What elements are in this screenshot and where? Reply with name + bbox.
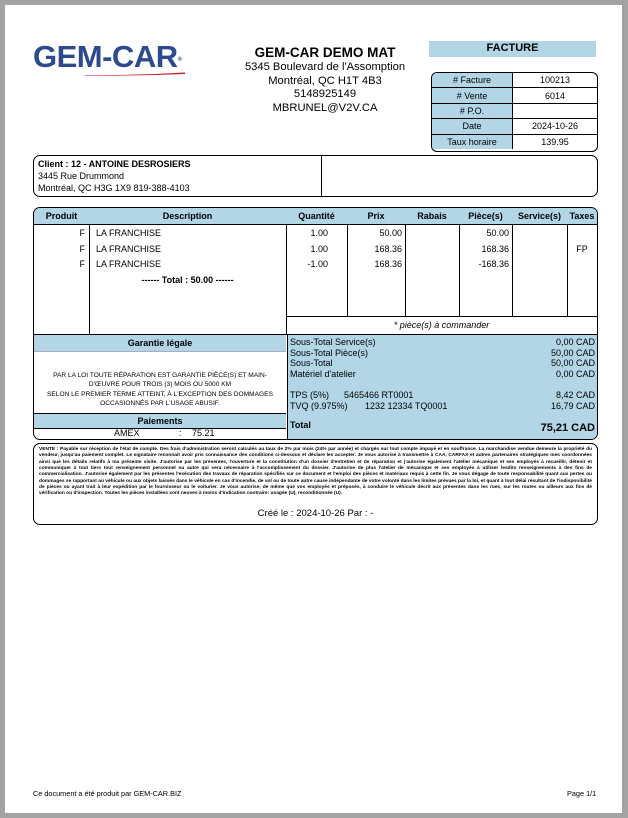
- header-quantite: Quantité: [298, 211, 335, 221]
- logo-swoosh-icon: [85, 72, 185, 76]
- client-address: 3445 Rue Drummond: [38, 171, 125, 181]
- cell-description: LA FRANCHISE: [96, 259, 162, 269]
- header-produit: Produit: [45, 211, 78, 221]
- materiel-atelier-row: [290, 369, 595, 380]
- total-value: 50,00 CAD: [550, 348, 595, 358]
- total-value: 0,00 CAD: [555, 369, 595, 379]
- cell-taxes: [567, 226, 597, 242]
- tps-row: [290, 390, 595, 401]
- info-label: Taux horaire: [432, 134, 513, 149]
- garantie-line: OCCASIONNÉS PAR L'USAGE ABUSIF.: [100, 400, 220, 408]
- tax-label: TPS (5%): [290, 390, 330, 400]
- total-value: 0,00 CAD: [555, 337, 595, 347]
- garantie-heading: Garantie légale: [34, 335, 286, 352]
- legal-terms-box: [33, 443, 598, 525]
- group-total: ------ Total : 50.00 ------: [141, 275, 234, 285]
- cell-services: [512, 257, 564, 273]
- info-label: # Facture: [432, 73, 513, 88]
- tvq-row: [290, 401, 595, 412]
- note-text: * pièce(s) à commander: [393, 320, 490, 330]
- payment-method: AMEX: [114, 428, 140, 438]
- cell-pieces: -168.36: [478, 259, 509, 269]
- cell-produit: F: [79, 259, 85, 269]
- cell-services: [512, 242, 564, 258]
- garantie-line: PAR LA LOI TOUTE RÉPARATION EST GARANTIE PIÈCE(S) ET MAIN-: [53, 372, 267, 379]
- info-row-date: [432, 119, 597, 134]
- tax-value: 16,79 CAD: [550, 401, 595, 411]
- company-phone: 5148925149: [293, 88, 357, 100]
- created-info: Créé le : 2024-10-26 Par : -: [257, 508, 374, 519]
- info-label: Date: [432, 119, 513, 134]
- tax-number: 1232 12334 TQ0001: [365, 401, 448, 411]
- cell-services: [512, 226, 564, 242]
- client-city-phone: Montréal, QC H3G 1X9 819-388-4103: [38, 183, 190, 193]
- page-number: Page 1/1: [567, 789, 597, 798]
- company-name: GEM-CAR DEMO MAT: [254, 45, 396, 60]
- subtotal-row: [290, 358, 595, 369]
- info-row-facture: [432, 73, 597, 88]
- cell-taxes: [567, 257, 597, 273]
- document-title: FACTURE: [429, 41, 596, 57]
- cell-quantite: 1.00: [310, 228, 328, 238]
- header-prix: Prix: [367, 211, 385, 221]
- total-value: 50,00 CAD: [550, 358, 595, 368]
- cell-description: LA FRANCHISE: [96, 228, 162, 238]
- paiements-heading: Paiements: [34, 413, 286, 429]
- company-email: MBRUNEL@V2V.CA: [272, 101, 378, 114]
- header-taxes: Taxes: [569, 211, 595, 221]
- info-value: 100213: [513, 73, 598, 88]
- total-label: Sous-Total Pièce(s): [290, 348, 369, 358]
- garantie-line: D'ŒUVRE POUR TROIS (3) MOIS OU 5000 KM: [88, 381, 232, 389]
- cell-produit: F: [79, 228, 85, 238]
- client-box: [33, 155, 598, 197]
- header-description: Description: [162, 211, 213, 221]
- table-header: [34, 208, 597, 225]
- info-value: [513, 103, 598, 118]
- info-value: 139.95: [541, 136, 569, 147]
- client-info: [38, 158, 191, 194]
- company-address: 5345 Boulevard de l'Assomption: [244, 61, 406, 73]
- header-rabais: Rabais: [417, 211, 447, 221]
- cell-produit: F: [79, 243, 85, 254]
- grand-total-value: 75,21 CAD: [540, 422, 595, 434]
- cell-taxes: FP: [576, 243, 588, 254]
- header-services: Service(s): [517, 211, 562, 221]
- invoice-info-box: [431, 72, 598, 152]
- garantie-line: SELON LE PREMIER TERME ATTEINT, À L'EXCEPTION DES DOMMAGES: [47, 390, 273, 398]
- company-city: Montréal, QC H1T 4B3: [268, 74, 382, 87]
- cell-rabais: [405, 226, 456, 242]
- produced-by-footer: Ce document a été produit par GEM-CAR.BIZ: [33, 789, 182, 798]
- cell-quantite: -1.00: [307, 259, 328, 269]
- tax-label: TVQ (9.975%): [290, 401, 348, 411]
- info-label: # Vente: [432, 88, 513, 103]
- cell-rabais: [405, 257, 456, 273]
- garantie-text: [34, 371, 286, 409]
- grand-total-label: Total: [290, 420, 311, 430]
- cell-prix: 168.36: [374, 243, 402, 254]
- payment-separator: :: [179, 428, 182, 438]
- subtotal-services-row: [290, 337, 595, 348]
- payment-amount: 75.21: [192, 428, 215, 438]
- header-pieces: Pièce(s): [468, 211, 503, 221]
- cell-pieces: 168.36: [481, 243, 509, 254]
- info-label: # P.O.: [432, 103, 513, 118]
- total-label: Sous-Total: [290, 358, 333, 368]
- total-label: Matériel d'atelier: [290, 369, 356, 379]
- client-name: Client : 12 - ANTOINE DESROSIERS: [38, 159, 191, 169]
- client-divider: [321, 156, 322, 196]
- cell-prix: 50.00: [379, 228, 402, 238]
- info-row-po: [432, 103, 597, 118]
- company-info: [225, 45, 425, 115]
- table-row: [34, 257, 597, 273]
- gem-car-logo: [33, 41, 182, 73]
- info-value: 6014: [513, 88, 598, 103]
- items-box: [33, 207, 598, 440]
- total-label: Sous-Total Service(s): [290, 337, 376, 347]
- tax-value: 8,42 CAD: [555, 390, 595, 400]
- registered-mark: ®: [177, 57, 182, 63]
- table-row: [34, 226, 597, 242]
- cell-pieces: 50.00: [486, 228, 509, 238]
- info-row-vente: [432, 88, 597, 103]
- tax-number: 5465466 RT0001: [344, 390, 414, 400]
- cell-rabais: [405, 242, 456, 258]
- totals-panel: [287, 334, 598, 440]
- info-row-taux: [432, 134, 597, 149]
- grand-total-row: [290, 420, 595, 436]
- info-value: 2024-10-26: [513, 119, 598, 134]
- table-row: [34, 242, 597, 258]
- logo-text: GEM-CAR: [33, 39, 178, 74]
- invoice-page: [5, 5, 622, 813]
- legal-terms-text: VENTE : Payable sur réception de l'état de compte. Des frais d'administration seront calculés au taux de 2% par mois (24% par année) et chargés sur tout compte impayé et en souffrance. La marchandise vendue demeure la propriété du vendeur, jusqu'au paiement complet. Le signataire reconnait avoir pris connaissance des conditions ci-dessous et déclare les accepter. Je vous autorise à transmettre à CAA, CARFAX et autres partenaires stratégiques mes coordonnées ainsi que les détails relatifs à ma présente visite. J'autorise par les présentes, l'ouverture et la constitution d'un dossier d'entretien et de réparation et j'autorise également l'atelier mécanique et ses employés à recueillir, détenir et communiquer à tout tiers tout renseignement personnel ou autre qui sera nécessaire à l'accomplissement du dossier. J'autorise de plus l'atelier de mécanique et ses employés à utiliser lesdits renseignements à des fins de commercialisation. J'autorise également par les présentes l'exécution des travaux de réparation spécifiés sur ce document et l'emploi des pièces et matériaux requis à cette fin. Je vous dégage de toute responsabilité quant aux pertes ou dommages se rapportant au véhicule ou aux objets laissés dans le véhicule en cas d'incendie, de vol ou de toute autre cause indépendante de votre volonté dans les limites prévues par la loi, et quant à tout délai résultant de l'indisponibilité de pièces ou ayant trait à leur expédition par le fournisseur ou le voiturier. Je vous autorise, de même que vos employés et préposés, à conduire le véhicule décrit aux présentes dans les rues, sur les routes ou ailleurs aux fins de vérification ou d'inspection. Toutes les pièces installées sont neuves à moins d'indication contraire: usagée (U), reconditionnée (U).: [39, 447, 592, 497]
- parts-to-order-note: [286, 316, 597, 335]
- cell-prix: 168.36: [374, 259, 402, 269]
- cell-quantite: 1.00: [310, 243, 328, 254]
- cell-description: LA FRANCHISE: [96, 243, 162, 254]
